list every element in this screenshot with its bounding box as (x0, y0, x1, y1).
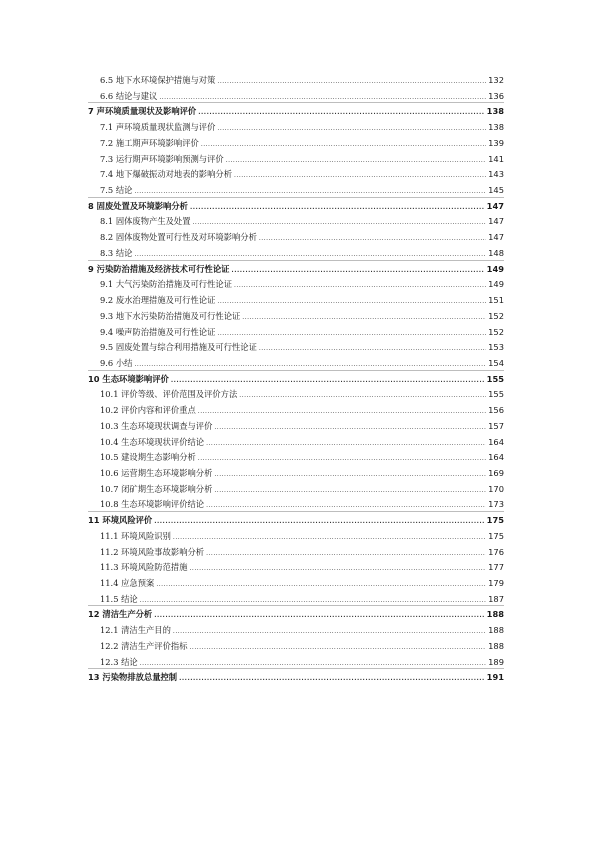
dot-leader (214, 421, 486, 435)
dot-leader (190, 201, 485, 215)
toc-entry-page-number: 141 (488, 153, 504, 164)
toc-section-entry[interactable] (100, 325, 504, 339)
toc-entry-title: 7.4 地下爆破振动对地表的影响分析 (100, 169, 232, 180)
toc-entry-title: 9.6 小结 (100, 357, 133, 368)
toc-entry-title: 11.5 结论 (100, 593, 138, 604)
toc-entry-title: 11.3 环境风险防范措施 (100, 562, 188, 573)
toc-section-entry[interactable] (100, 136, 504, 150)
dot-leader (234, 279, 486, 293)
toc-entry-page-number: 147 (486, 200, 504, 211)
dot-leader (214, 484, 486, 498)
toc-entry-page-number: 189 (488, 656, 504, 667)
toc-chapter-entry[interactable] (88, 670, 504, 684)
toc-section-entry[interactable] (100, 435, 504, 449)
toc-entry-page-number: 188 (488, 640, 504, 651)
toc-section-entry[interactable] (100, 466, 504, 480)
dot-leader (206, 547, 486, 561)
toc-chapter-entry[interactable] (88, 104, 504, 118)
toc-section-entry[interactable] (100, 73, 504, 87)
dot-leader (242, 311, 486, 325)
dot-leader (156, 578, 486, 592)
toc-section-entry[interactable] (100, 230, 504, 244)
dot-leader (173, 625, 486, 639)
toc-entry-page-number: 152 (488, 310, 504, 321)
toc-entry-page-number: 143 (488, 169, 504, 180)
toc-entry-page-number: 188 (486, 609, 504, 620)
toc-section-entry[interactable] (100, 214, 504, 228)
toc-section-entry[interactable] (100, 403, 504, 417)
toc-entry-title: 8.1 固体废物产生及处置 (100, 216, 191, 227)
toc-entry-page-number: 170 (488, 483, 504, 494)
toc-entry-title: 8.2 固体废物处置可行性及对环境影响分析 (100, 232, 257, 243)
toc-entry-title: 10.7 闭矿期生态环境影响分析 (100, 483, 213, 494)
toc-entry-title: 7.3 运行期声环境影响预测与评价 (100, 153, 224, 164)
toc-entry-title: 12.1 清洁生产目的 (100, 625, 171, 636)
dot-leader (226, 154, 486, 168)
dot-leader (171, 374, 485, 388)
toc-entry-page-number: 154 (488, 357, 504, 368)
toc-entry-page-number: 152 (488, 326, 504, 337)
toc-entry-title: 9.3 地下水污染防治措施及可行性论证 (100, 310, 241, 321)
toc-section-entry[interactable] (100, 183, 504, 197)
toc-entry-page-number: 179 (488, 578, 504, 589)
dot-leader (198, 106, 484, 120)
dot-leader (217, 122, 486, 136)
toc-section-entry[interactable] (100, 340, 504, 354)
dot-leader (239, 389, 486, 403)
toc-section-entry[interactable] (100, 529, 504, 543)
toc-section-entry[interactable] (100, 560, 504, 574)
toc-entry-page-number: 191 (486, 672, 504, 683)
toc-entry-title: 8 固废处置及环境影响分析 (88, 200, 188, 211)
toc-entry-title: 9.5 固废处置与综合利用措施及可行性论证 (100, 342, 257, 353)
toc-entry-page-number: 156 (488, 405, 504, 416)
toc-entry-page-number: 136 (488, 90, 504, 101)
dot-leader (217, 327, 486, 341)
toc-entry-title: 9.2 废水治理措施及可行性论证 (100, 295, 216, 306)
toc-entry-title: 12 清洁生产分析 (88, 609, 153, 620)
toc-entry-page-number: 147 (488, 216, 504, 227)
toc-entry-title: 12.2 清洁生产评价指标 (100, 640, 188, 651)
dot-leader (179, 672, 485, 686)
toc-chapter-entry[interactable] (88, 372, 504, 386)
toc-entry-title: 13 污染物排放总量控制 (88, 672, 178, 683)
section-divider (88, 511, 504, 512)
toc-entry-page-number: 155 (486, 373, 504, 384)
toc-section-entry[interactable] (100, 246, 504, 260)
dot-leader (234, 169, 486, 183)
section-divider (88, 605, 504, 606)
dot-leader (198, 405, 486, 419)
dot-leader (190, 641, 487, 655)
toc-entry-page-number: 157 (488, 420, 504, 431)
toc-entry-page-number: 139 (488, 137, 504, 148)
toc-entry-page-number: 138 (486, 106, 504, 117)
toc-section-entry[interactable] (100, 655, 504, 669)
section-divider (88, 102, 504, 103)
toc-chapter-entry[interactable] (88, 513, 504, 527)
toc-chapter-entry[interactable] (88, 199, 504, 213)
dot-leader (214, 468, 486, 482)
dot-leader (259, 232, 486, 246)
toc-section-entry[interactable] (100, 576, 504, 590)
toc-chapter-entry[interactable] (88, 607, 504, 621)
toc-entry-title: 10 生态环境影响评价 (88, 373, 169, 384)
toc-entry-page-number: 153 (488, 342, 504, 353)
toc-entry-page-number: 177 (488, 562, 504, 573)
toc-entry-title: 8.3 结论 (100, 247, 133, 258)
toc-section-entry[interactable] (100, 387, 504, 401)
toc-entry-page-number: 175 (488, 530, 504, 541)
toc-section-entry[interactable] (100, 120, 504, 134)
toc-entry-title: 9.4 噪声防治措施及可行性论证 (100, 326, 216, 337)
toc-entry-page-number: 145 (488, 185, 504, 196)
toc-entry-page-number: 176 (488, 546, 504, 557)
toc-entry-title: 9 污染防治措施及经济技术可行性论证 (88, 263, 230, 274)
toc-entry-page-number: 149 (486, 263, 504, 274)
toc-entry-page-number: 173 (488, 499, 504, 510)
toc-section-entry[interactable] (100, 277, 504, 291)
toc-entry-page-number: 155 (488, 389, 504, 400)
toc-entry-title: 11.1 环境风险识别 (100, 530, 171, 541)
toc-section-entry[interactable] (100, 497, 504, 511)
toc-entry-title: 7 声环境质量现状及影响评价 (88, 106, 197, 117)
toc-entry-page-number: 149 (488, 279, 504, 290)
toc-section-entry[interactable] (100, 356, 504, 370)
toc-section-entry[interactable] (100, 545, 504, 559)
dot-leader (193, 216, 487, 230)
toc-entry-title: 6.5 地下水环境保护措施与对策 (100, 75, 216, 85)
toc-entry-title: 12.3 结论 (100, 656, 138, 667)
dot-leader (206, 437, 486, 451)
section-divider (88, 370, 504, 371)
toc-entry-page-number: 147 (488, 232, 504, 243)
toc-section-entry[interactable] (100, 592, 504, 606)
toc-entry-title: 10.3 生态环境现状调查与评价 (100, 420, 213, 431)
dot-leader (217, 75, 486, 89)
toc-entry-page-number: 188 (488, 625, 504, 636)
dot-leader (198, 452, 486, 466)
toc-entry-title: 7.2 施工期声环境影响评价 (100, 137, 199, 148)
dot-leader (154, 609, 484, 623)
toc-section-entry[interactable] (100, 623, 504, 637)
toc-entry-page-number: 175 (486, 515, 504, 526)
toc-section-entry[interactable] (100, 419, 504, 433)
toc-entry-page-number: 187 (488, 593, 504, 604)
toc-entry-title: 7.1 声环境质量现状监测与评价 (100, 122, 216, 133)
toc-entry-title: 7.5 结论 (100, 185, 133, 196)
dot-leader (201, 138, 486, 152)
dot-leader (259, 342, 486, 356)
toc-entry-title: 11.2 环境风险事故影响分析 (100, 546, 205, 557)
toc-entry-title: 11.4 应急预案 (100, 578, 155, 589)
toc-entry-title: 6.6 结论与建议 (100, 90, 158, 101)
toc-entry-title: 9.1 大气污染防治措施及可行性论证 (100, 279, 232, 290)
dot-leader (154, 515, 484, 529)
toc-section-entry[interactable] (100, 293, 504, 307)
dot-leader (231, 264, 484, 278)
toc-entry-page-number: 169 (488, 468, 504, 478)
section-divider (88, 197, 504, 198)
toc-entry-title: 10.5 建设期生态影响分析 (100, 452, 196, 463)
toc-entry-title: 10.2 评价内容和评价重点 (100, 405, 196, 416)
toc-entry-page-number: 164 (488, 436, 504, 447)
toc-section-entry[interactable] (100, 309, 504, 323)
toc-section-entry[interactable] (100, 639, 504, 653)
toc-entry-page-number: 132 (488, 75, 504, 85)
toc-entry-page-number: 148 (488, 247, 504, 258)
dot-leader (190, 562, 487, 576)
toc-section-entry[interactable] (100, 167, 504, 181)
toc-entry-title: 10.8 生态环境影响评价结论 (100, 499, 205, 510)
toc-entry-page-number: 138 (488, 122, 504, 133)
toc-entry-page-number: 164 (488, 452, 504, 463)
toc-section-entry[interactable] (100, 482, 504, 496)
toc-entry-title: 10.4 生态环境现状评价结论 (100, 436, 205, 447)
toc-section-entry[interactable] (100, 450, 504, 464)
dot-leader (217, 295, 486, 309)
toc-section-entry[interactable] (100, 89, 504, 103)
section-divider (88, 668, 504, 669)
dot-leader (173, 531, 486, 545)
toc-entry-page-number: 151 (488, 295, 504, 306)
toc-section-entry[interactable] (100, 152, 504, 166)
toc-entry-title: 10.1 评价等级、评价范围及评价方法 (100, 389, 238, 400)
toc-entry-title: 11 环境风险评价 (88, 515, 153, 526)
toc-chapter-entry[interactable] (88, 262, 504, 276)
section-divider (88, 260, 504, 261)
toc-entry-title: 10.6 运营期生态环境影响分析 (100, 468, 213, 478)
